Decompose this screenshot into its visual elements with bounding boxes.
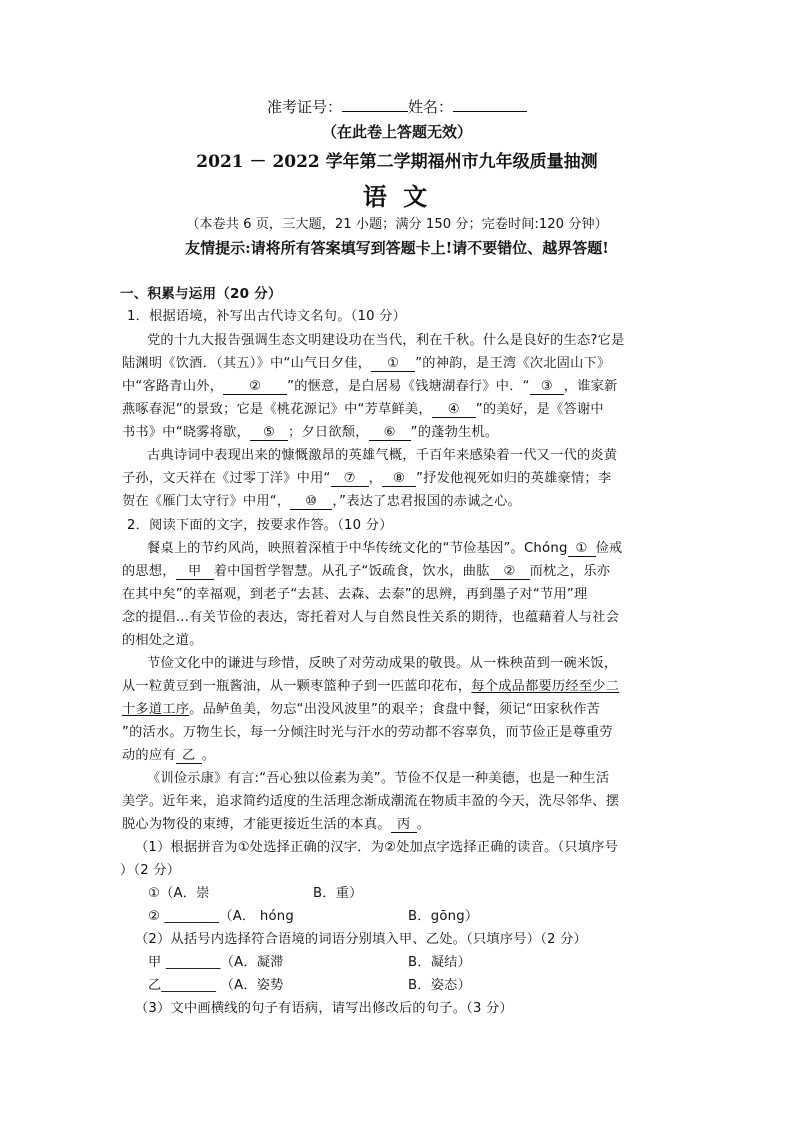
- option-row-2: [148, 905, 479, 924]
- exam-info: （本卷共 6 页，三大题，21 小题；满分 150 分；完卷时间:120 分钟）: [186, 217, 608, 232]
- sub-question-3: （3）文中画横线的句子有语病，请写出修改后的句子。（3 分）: [135, 1001, 513, 1016]
- mark-jia: 甲: [176, 560, 214, 580]
- blank-8: ⑧: [382, 471, 416, 487]
- option-a[interactable]: ② ________（A． hóng: [148, 909, 295, 924]
- exam-number-field[interactable]: [342, 97, 408, 112]
- exam-title: 2021 － 2022 学年第二学期福州市九年级质量抽测: [196, 152, 598, 172]
- option-a[interactable]: ①（A．崇: [148, 886, 210, 901]
- q1-text-line: 书书》中“晓雾将歇， ⑤ ；夕日欲颓， ⑥ ”的蓬勃生机。: [122, 425, 499, 440]
- q2-text-line: 念的提倡…有关节俭的表达，寄托着对人与自然良性关系的期待，也蕴藉着人与社会: [122, 610, 620, 625]
- name-label: 姓名：: [408, 98, 454, 116]
- q1-text-line: 陆渊明《饮酒．（其五）》中“山气日夕佳， ① ”的神韵，是王湾《次北固山下》: [122, 356, 611, 371]
- mark-1: ①: [568, 541, 596, 557]
- q1-text-line: 贺在《雁门太守行》中用“， ⑩ ，”表达了忠君报国的赤诚之心。: [122, 494, 521, 509]
- q1-text-line: 党的十九大报告强调生态文明建设功在当代，利在千秋。什么是良好的生态?它是: [147, 333, 625, 348]
- q1-prompt: 1．根据语境，补写出古代诗文名句。（10 分）: [127, 309, 407, 324]
- q2-text-line: 《训俭示康》有言:“吾心独以俭素为美”。节俭不仅是一种美德，也是一种生活: [147, 771, 610, 786]
- underlined-sentence: 每个成品都要历经至少二: [471, 679, 620, 694]
- option-row-1: [148, 882, 363, 901]
- option-row-4: [148, 974, 472, 993]
- q2-text-line: 动的应有 乙 。: [122, 744, 215, 764]
- q1-text-line: 子孙，文天祥在《过零丁洋》中用“ ⑦ ， ⑧ ”抒发他视死如归的英雄豪情；李: [122, 471, 612, 486]
- option-b[interactable]: B．重）: [313, 886, 363, 901]
- option-b[interactable]: B．gōng）: [408, 909, 479, 924]
- reminder: 友情提示:请将所有答案填写到答题卡上!请不要错位、越界答题!: [185, 239, 609, 257]
- blank-4: ④: [432, 402, 476, 418]
- q2-text-line: 从一粒黄豆到一瓶酱油，从一颗枣篮种子到一匹蓝印花布，每个成品都要历经至少二: [122, 679, 620, 694]
- sub-question-1-cont: ）（2 分）: [120, 863, 181, 878]
- q2-text-line: 脱心为物役的束缚，才能更接近生活的本真。 丙 。: [122, 813, 430, 833]
- option-a[interactable]: 甲 ________（A．凝滞: [148, 955, 284, 970]
- q1-text-line: 古典诗词中表现出来的慷慨激昂的英雄气概，千百年来感染着一代又一代的炎黄: [147, 448, 618, 463]
- sub-question-1: （1）根据拼音为①处选择正确的汉字．为②处加点字选择正确的读音。（只填序号: [135, 840, 619, 855]
- name-field[interactable]: [453, 97, 527, 112]
- option-row-3: [148, 951, 472, 970]
- q1-text-line: 燕啄春泥”的景致；它是《桃花源记》中“芳草鲜美， ④ ”的美好，是《答谢中: [122, 402, 604, 417]
- blank-3: ③: [530, 379, 564, 395]
- option-a[interactable]: 乙________ （A．姿势: [148, 978, 284, 993]
- subject-title: 语 文: [362, 182, 432, 211]
- blank-6: ⑥: [369, 425, 411, 441]
- q2-text-line: 的思想， 甲 着中国哲学智慧。从孔子“饭疏食，饮水，曲肱 ② 而枕之，乐亦: [122, 560, 610, 580]
- blank-1: ①: [371, 356, 415, 372]
- option-b[interactable]: B．凝结）: [408, 955, 472, 970]
- blank-5: ⑤: [250, 425, 288, 441]
- q2-text-line: 餐桌上的节约风尚，映照着深植于中华传统文化的“节俭基因”。Chóng ① 俭戒: [147, 541, 623, 556]
- sub-question-2: （2）从括号内选择符合语境的词语分别填入甲、乙处。（只填序号）（2 分）: [135, 932, 587, 947]
- mark-yi: 乙: [176, 744, 202, 764]
- blank-2: ②: [223, 379, 287, 395]
- q2-text-line: 美学。近年来，追求简约适度的生活理念渐成潮流在物质丰盈的今天，洗尽邻华、摆: [122, 794, 620, 809]
- blank-10: ⑩: [290, 494, 332, 510]
- option-b[interactable]: B．姿态）: [408, 978, 472, 993]
- mark-2: ②: [490, 564, 530, 580]
- q2-text-line: 节俭文化中的谦进与珍惜，反映了对劳动成果的敬畏。从一株秧苗到一碗米饭，: [147, 656, 618, 671]
- candidate-info-line: [0, 96, 794, 117]
- q2-text-line: 的相处之道。: [122, 633, 203, 648]
- blank-7: ⑦: [331, 471, 369, 487]
- underlined-sentence: 十多道工序: [122, 702, 190, 717]
- q1-text-line: 中“客路青山外， ② ”的惬意，是白居易《钱塘湖春行》中．“ ③ ，谁家新: [122, 379, 618, 394]
- exam-number-label-text: 准考证号：: [266, 98, 342, 116]
- q2-text-line: 十多道工序。品鲈鱼美，勿忘“出没风波里”的艰辛；食盘中餐，须记“田家秋作苦: [122, 702, 601, 717]
- q2-text-line: ”的活水。万物生长，每一分倾注时光与汗水的劳动都不容辜负，而节俭正是尊重劳: [122, 725, 613, 740]
- invalid-notice: （在此卷上答题无效）: [321, 123, 472, 141]
- section-title: 一、积累与运用（20 分）: [120, 286, 282, 302]
- q2-prompt: 2．阅读下面的文字，按要求作答。（10 分）: [127, 518, 393, 533]
- mark-bing: 丙: [391, 813, 417, 833]
- q2-text-line: 在其中矣”的幸福观，到老子“去甚、去森、去泰”的思辨，再到墨子对“节用”理: [122, 587, 588, 602]
